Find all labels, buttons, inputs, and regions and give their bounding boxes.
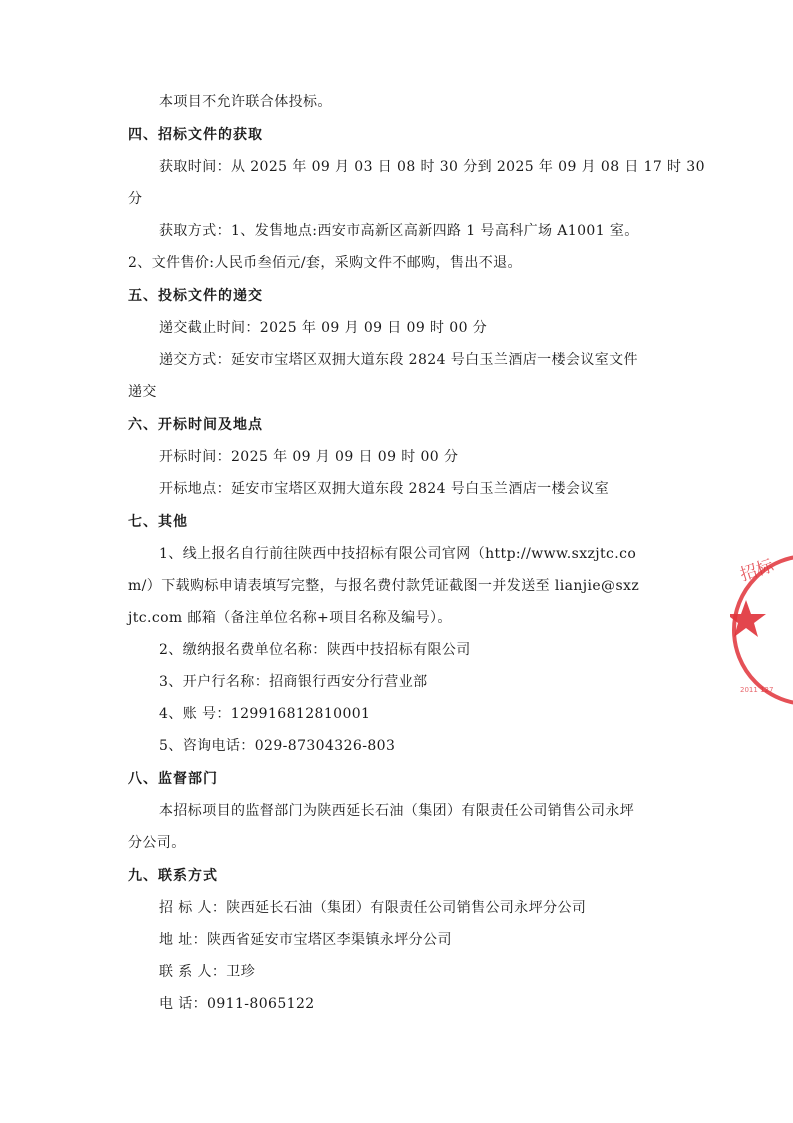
section-9-heading: 九、联系方式 — [128, 868, 218, 884]
supervision-text: 本招标项目的监督部门为陕西延长石油（集团）有限责任公司销售公司永坪 — [159, 803, 635, 819]
seal-characters: 招标 — [737, 556, 777, 586]
obtain-time-cont: 分 — [128, 191, 143, 207]
other-item-4: 4、账 号：129916812810001 — [159, 706, 371, 722]
section-5-heading: 五、投标文件的递交 — [128, 288, 263, 304]
other-item-2: 2、缴纳报名费单位名称：陕西中技招标有限公司 — [159, 642, 471, 658]
submission-method: 递交方式：延安市宝塔区双拥大道东段 2824 号白玉兰酒店一楼会议室文件 — [159, 352, 638, 368]
contact-person: 联 系 人：卫珍 — [159, 964, 256, 980]
section-6-heading: 六、开标时间及地点 — [128, 417, 263, 433]
submission-method-cont: 递交 — [128, 384, 157, 400]
other-item-5: 5、咨询电话：029-87304326-803 — [159, 738, 396, 754]
obtain-method: 获取方式：1、发售地点:西安市高新区高新四路 1 号高科广场 A1001 室。 — [159, 223, 639, 239]
contact-tenderer: 招 标 人：陕西延长石油（集团）有限责任公司销售公司永坪分公司 — [159, 900, 587, 916]
supervision-text-cont: 分公司。 — [128, 835, 186, 851]
other-item-3: 3、开户行名称：招商银行西安分行营业部 — [159, 674, 428, 690]
section-4-heading: 四、招标文件的获取 — [128, 127, 263, 143]
seal-graphic — [730, 540, 793, 730]
other-item-1-cont2: jtc.com 邮箱（备注单位名称+项目名称及编号）。 — [128, 610, 452, 626]
opening-location: 开标地点：延安市宝塔区双拥大道东段 2824 号白玉兰酒店一楼会议室 — [159, 481, 610, 497]
seal-number: 2011 127 — [740, 686, 774, 694]
opening-time: 开标时间：2025 年 09 月 09 日 09 时 00 分 — [159, 449, 459, 465]
document-price: 2、文件售价:人民币叁佰元/套，采购文件不邮购，售出不退。 — [128, 255, 522, 271]
other-item-1-cont: m/）下载购标申请表填写完整，与报名费付款凭证截图一并发送至 lianjie@sxz — [128, 578, 640, 594]
other-item-1: 1、线上报名自行前往陕西中技招标有限公司官网（http://www.sxzjtc.co — [159, 546, 637, 562]
section-8-heading: 八、监督部门 — [128, 771, 218, 787]
company-seal — [730, 540, 793, 730]
contact-phone: 电 话：0911-8065122 — [159, 996, 315, 1012]
submission-deadline: 递交截止时间：2025 年 09 月 09 日 09 时 00 分 — [159, 320, 488, 336]
section-7-heading: 七、其他 — [128, 514, 188, 530]
contact-address: 地 址：陕西省延安市宝塔区李渠镇永坪分公司 — [159, 932, 452, 948]
consortium-note: 本项目不允许联合体投标。 — [159, 94, 332, 110]
obtain-time: 获取时间：从 2025 年 09 月 03 日 08 时 30 分到 2025 年 09 月 08 日 17 时 30 — [159, 159, 705, 175]
